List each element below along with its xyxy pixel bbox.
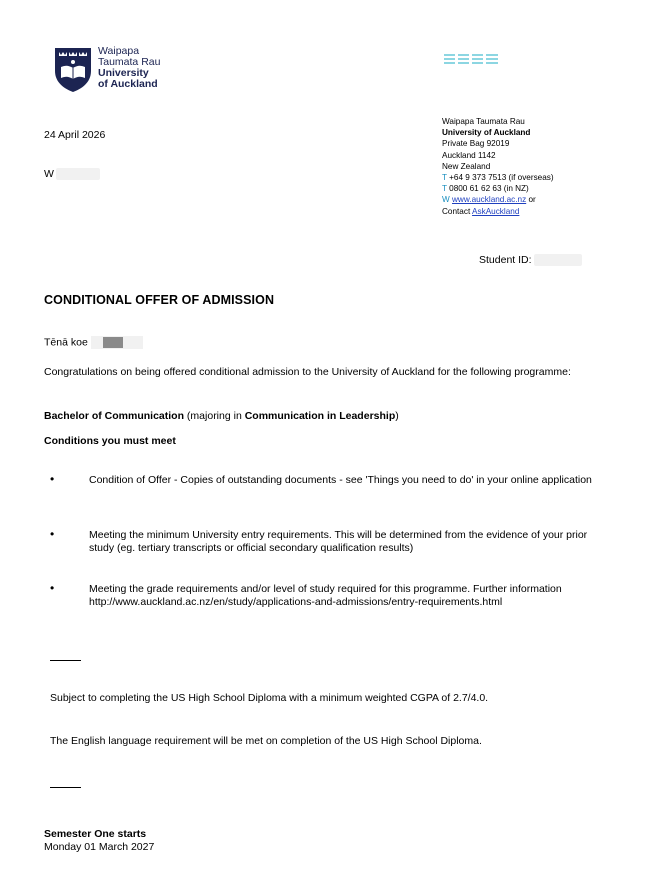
greeting [44, 336, 143, 349]
programme-line [44, 410, 399, 422]
address-line-2: University of Auckland [442, 128, 531, 138]
logo-line-2: Taumata Rau [98, 56, 161, 68]
web-label: W [442, 195, 450, 205]
redacted-student-id [534, 254, 582, 266]
ask-auckland-link[interactable]: AskAuckland [472, 206, 520, 216]
condition-bullet-3: • [50, 581, 55, 595]
divider-2 [50, 787, 81, 788]
address-line-5: New Zealand [442, 161, 491, 171]
address-line-3: Private Bag 92019 [442, 139, 510, 149]
addressee-initial: W [44, 168, 54, 180]
condition-bullet-2: • [50, 527, 55, 541]
programme-post: ) [395, 410, 399, 422]
congratulations-paragraph: Congratulations on being offered conditional admission to the University of Auckland for the following programme: [44, 366, 571, 378]
web-row [442, 194, 554, 205]
divider-1 [50, 660, 81, 661]
logo-line-3: University [98, 67, 149, 79]
letter-heading: CONDITIONAL OFFER OF ADMISSION [44, 293, 275, 307]
programme-name: Bachelor of Communication [44, 410, 185, 422]
logo-line-1: Waipapa [98, 45, 140, 57]
phone-nz-row [442, 183, 554, 194]
phone-nz: 0800 61 62 63 (in NZ) [449, 184, 529, 194]
address-line-1: Waipapa Taumata Rau [442, 117, 525, 126]
university-logo-text [98, 46, 160, 90]
phone-label: T [442, 173, 447, 183]
university-address-block [442, 116, 554, 217]
phone-overseas-row [442, 172, 554, 183]
decorative-dashes-icon [442, 53, 500, 65]
condition-bullet-1: • [50, 472, 55, 486]
note-english-requirement: The English language requirement will be met on completion of the US High School Diploma. [50, 735, 482, 747]
phone-label-2: T [442, 184, 447, 194]
student-id [479, 254, 582, 266]
programme-major: Communication in Leadership [244, 410, 396, 422]
phone-overseas: +64 9 373 7513 (if overseas) [449, 173, 554, 183]
address-line-4: Auckland 1142 [442, 150, 496, 160]
redacted-greeting-name [91, 336, 143, 349]
logo-line-4: of Auckland [98, 78, 158, 90]
addressee [44, 168, 100, 180]
student-id-label: Student ID: [479, 254, 532, 266]
redacted-name [56, 168, 100, 180]
condition-item-3: Meeting the grade requirements and/or level of study required for this programme. Further information http://www.auckland.ac.nz/en/study/applications-and-admissions/entry-requirements.html [89, 583, 562, 608]
contact-row [442, 206, 554, 217]
conditions-heading: Conditions you must meet [44, 435, 176, 447]
web-or: or [526, 195, 536, 205]
condition-item-1: Condition of Offer - Copies of outstanding documents - see 'Things you need to do' in your online application [89, 474, 592, 486]
university-crest-icon [54, 47, 92, 93]
note-diploma-requirement: Subject to completing the US High School Diploma with a minimum weighted CGPA of 2.7/4.0. [50, 692, 489, 704]
semester-date: Monday 01 March 2027 [44, 840, 155, 853]
condition-item-2: Meeting the minimum University entry requirements. This will be determined from the evidence of your prior study (eg. tertiary transcripts or official secondary qualification results) [89, 529, 588, 554]
greeting-text: Tēnā koe [44, 336, 88, 349]
letter-date: 24 April 2026 [44, 129, 106, 141]
programme-pre: (majoring in [184, 410, 245, 422]
semester-info [44, 828, 154, 853]
website-link[interactable]: www.auckland.ac.nz [452, 195, 527, 205]
semester-title: Semester One starts [44, 828, 147, 840]
contact-prefix: Contact [442, 206, 473, 216]
